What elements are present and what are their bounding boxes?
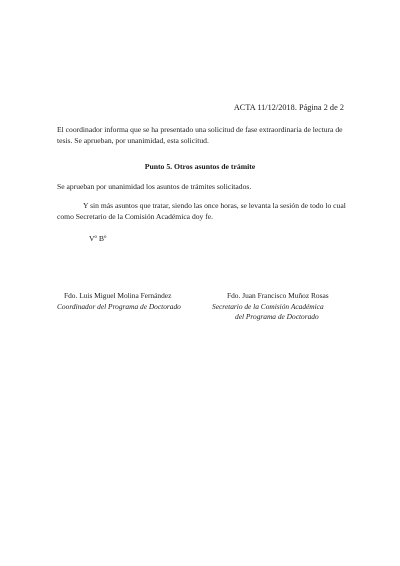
visto-bueno-label: Vº Bº [89, 234, 107, 243]
page-reference: ACTA 11/12/2018. Página 2 de 2 [233, 103, 344, 112]
signature-coordinator-name: Fdo. Luis Miguel Molina Fernández [64, 291, 172, 300]
signature-secretary [212, 291, 352, 323]
paragraph-approval: Se aprueban por unanimidad los asuntos de trámites solicitados. [57, 182, 252, 191]
signature-secretary-role-line2: del Programa de Doctorado [235, 312, 319, 321]
signature-coordinator-role: Coordinador del Programa de Doctorado [57, 301, 181, 311]
paragraph-extraordinary-reading: El coordinador informa que se ha presentado una solicitud de fase extraordinaria de lectura de tesis. Se aprueban, por unanimidad, esta solicitud. [57, 125, 343, 145]
section-heading: Punto 5. Otros asuntos de trámite [144, 162, 256, 171]
signature-coordinator [57, 291, 207, 312]
signature-secretary-name: Fdo. Juan Francisco Muñoz Rosas [227, 291, 329, 300]
signature-secretary-role-line1: Secretario de la Comisión Académica [212, 301, 324, 311]
paragraph-closing: Y sin más asuntos que tratar, siendo las once horas, se levanta la sesión de todo lo cual como Secretario de la Comisión Académica doy fe. [57, 201, 346, 221]
